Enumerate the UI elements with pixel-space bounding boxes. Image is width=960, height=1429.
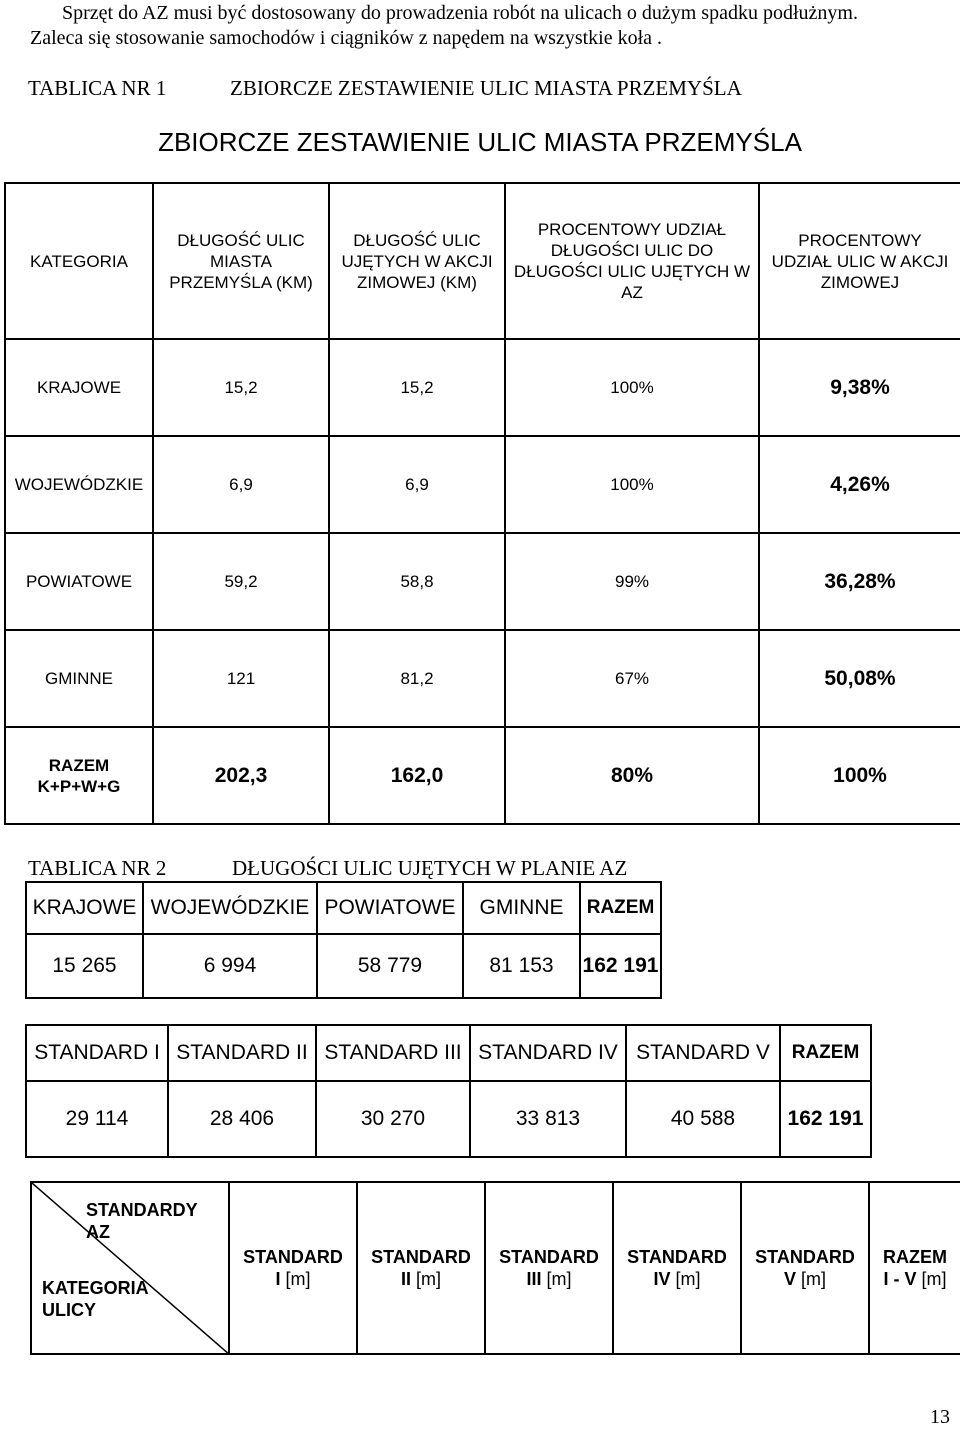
- cell-kategoria: KRAJOWE: [5, 339, 153, 436]
- header-dlugosc-l1: DŁUGOŚĆ ULIC: [177, 230, 305, 250]
- col-l1: STANDARD: [243, 1247, 343, 1267]
- cell-udzial: 4,26%: [759, 436, 960, 533]
- standards-header-row: [26, 1025, 871, 1081]
- corner-bottom-label: [42, 1277, 149, 1321]
- cell-proc: 100%: [505, 339, 759, 436]
- cell-udzial: 9,38%: [759, 339, 960, 436]
- table1-caption: ZBIORCZE ZESTAWIENIE ULIC MIASTA PRZEMYŚLA: [230, 76, 742, 100]
- cell-proc: 99%: [505, 533, 759, 630]
- header-standard-2: STANDARD II: [168, 1025, 316, 1081]
- standards-category-header-row: [31, 1182, 960, 1354]
- header-dlugosc-l2: MIASTA: [209, 251, 273, 271]
- value-powiatowe: 58 779: [317, 934, 463, 998]
- corner-top-label: [86, 1199, 198, 1243]
- value-standard-5: 40 588: [626, 1081, 780, 1157]
- header-razem: [869, 1182, 960, 1354]
- table-row: [5, 533, 960, 630]
- header-udzial-l1: PROCENTOWY: [798, 230, 922, 250]
- col-unit: [m]: [285, 1269, 311, 1289]
- cell-ujete: 81,2: [329, 630, 505, 727]
- col-unit: [m]: [801, 1269, 827, 1289]
- summary-table: [4, 182, 960, 825]
- total-label-l2: K+P+W+G: [37, 776, 121, 796]
- intro-line-1: Sprzęt do AZ musi być dostosowany do prowadzenia robót na ulicach o dużym spadku podłużnym.: [62, 2, 858, 24]
- standards-category-table: [30, 1181, 960, 1355]
- col-l1: STANDARD: [371, 1247, 471, 1267]
- col-unit: [m]: [416, 1269, 442, 1289]
- col-roman: I - V: [883, 1269, 917, 1289]
- col-unit: [m]: [921, 1269, 947, 1289]
- header-standard-1: [229, 1182, 357, 1354]
- col-l1: STANDARD: [755, 1247, 855, 1267]
- header-gminne: GMINNE: [463, 882, 580, 934]
- header-standard-2: [357, 1182, 485, 1354]
- header-udzial: [759, 183, 960, 339]
- header-standard-5: STANDARD V: [626, 1025, 780, 1081]
- header-ujete-l3: ZIMOWEJ (KM): [357, 272, 477, 292]
- cell-total-dlugosc: 202,3: [153, 727, 329, 824]
- cell-total-label: [5, 727, 153, 824]
- col-unit: [m]: [546, 1269, 572, 1289]
- cell-kategoria: POWIATOWE: [5, 533, 153, 630]
- header-standard-5: [741, 1182, 869, 1354]
- header-proc-l2: DŁUGOŚCI ULIC DO: [550, 241, 714, 260]
- header-wojewodzkie: WOJEWÓDZKIE: [143, 882, 317, 934]
- header-razem: RAZEM: [780, 1025, 871, 1081]
- table1-title: ZBIORCZE ZESTAWIENIE ULIC MIASTA PRZEMYŚLA: [158, 127, 802, 157]
- header-udzial-l2: UDZIAŁ ULIC W AKCJI: [771, 251, 949, 271]
- cell-kategoria: GMINNE: [5, 630, 153, 727]
- header-ujete: [329, 183, 505, 339]
- header-standard-3: STANDARD III: [316, 1025, 470, 1081]
- cell-kategoria: WOJEWÓDZKIE: [5, 436, 153, 533]
- col-roman: III: [526, 1269, 542, 1289]
- cell-proc: 100%: [505, 436, 759, 533]
- header-razem: RAZEM: [580, 882, 661, 934]
- corner-top-l1: STANDARDY: [86, 1200, 198, 1220]
- header-standard-4: STANDARD IV: [470, 1025, 626, 1081]
- cell-total-proc: 80%: [505, 727, 759, 824]
- header-standard-1: STANDARD I: [26, 1025, 168, 1081]
- value-standard-2: 28 406: [168, 1081, 316, 1157]
- header-standard-4: [613, 1182, 741, 1354]
- cell-ujete: 15,2: [329, 339, 505, 436]
- header-dlugosc: [153, 183, 329, 339]
- corner-bottom-l2: ULICY: [42, 1300, 96, 1320]
- header-kategoria: KATEGORIA: [5, 183, 153, 339]
- col-roman: II: [400, 1269, 411, 1289]
- standards-values-row: [26, 1081, 871, 1157]
- corner-cell: [31, 1182, 229, 1354]
- cell-ujete: 6,9: [329, 436, 505, 533]
- cell-dlugosc: 121: [153, 630, 329, 727]
- table2-caption: DŁUGOŚCI ULIC UJĘTYCH W PLANIE AZ: [232, 856, 628, 880]
- header-dlugosc-l3: PRZEMYŚLA (KM): [169, 272, 313, 292]
- cell-ujete: 58,8: [329, 533, 505, 630]
- value-razem: 162 191: [780, 1081, 871, 1157]
- table-row: [5, 436, 960, 533]
- header-udzial-l3: ZIMOWEJ: [820, 272, 900, 292]
- header-ujete-l1: DŁUGOŚĆ ULIC: [353, 230, 481, 250]
- value-standard-1: 29 114: [26, 1081, 168, 1157]
- col-roman: V: [783, 1269, 796, 1289]
- summary-header-row: [5, 183, 960, 339]
- cell-total-udzial: 100%: [759, 727, 960, 824]
- cell-dlugosc: 6,9: [153, 436, 329, 533]
- table1-label: TABLICA NR 1: [28, 76, 167, 100]
- plan-table: [25, 881, 662, 999]
- total-label-l1: RAZEM: [48, 755, 110, 775]
- header-proc-l3: DŁUGOŚCI ULIC UJĘTYCH W: [513, 262, 751, 281]
- header-proc-l4: AZ: [621, 283, 643, 302]
- intro-line-2: Zaleca się stosowanie samochodów i ciągników z napędem na wszystkie koła .: [30, 27, 663, 49]
- col-roman: IV: [653, 1269, 671, 1289]
- col-l1: STANDARD: [627, 1247, 727, 1267]
- standards-table: [25, 1024, 872, 1158]
- table-row: [5, 630, 960, 727]
- cell-udzial: 50,08%: [759, 630, 960, 727]
- value-gminne: 81 153: [463, 934, 580, 998]
- value-wojewodzkie: 6 994: [143, 934, 317, 998]
- col-unit: [m]: [675, 1269, 701, 1289]
- plan-header-row: [26, 882, 661, 934]
- header-powiatowe: POWIATOWE: [317, 882, 463, 934]
- cell-udzial: 36,28%: [759, 533, 960, 630]
- header-ujete-l2: UJĘTYCH W AKCJI: [341, 251, 493, 271]
- cell-proc: 67%: [505, 630, 759, 727]
- cell-dlugosc: 15,2: [153, 339, 329, 436]
- header-proc-l1: PROCENTOWY UDZIAŁ: [537, 220, 727, 239]
- page-number: 13: [930, 1406, 950, 1428]
- header-proc: [505, 183, 759, 339]
- corner-bottom-l1: KATEGORIA: [42, 1278, 149, 1298]
- col-roman: I: [275, 1269, 281, 1289]
- cell-dlugosc: 59,2: [153, 533, 329, 630]
- cell-total-ujete: 162,0: [329, 727, 505, 824]
- table-row: [5, 339, 960, 436]
- header-standard-3: [485, 1182, 613, 1354]
- plan-values-row: [26, 934, 661, 998]
- value-standard-4: 33 813: [470, 1081, 626, 1157]
- col-l1: RAZEM: [883, 1247, 947, 1267]
- value-standard-3: 30 270: [316, 1081, 470, 1157]
- table2-label: TABLICA NR 2: [28, 856, 167, 880]
- corner-top-l2: AZ: [86, 1222, 110, 1242]
- col-l1: STANDARD: [499, 1247, 599, 1267]
- header-krajowe: KRAJOWE: [26, 882, 143, 934]
- value-razem: 162 191: [580, 934, 661, 998]
- total-row: [5, 727, 960, 824]
- value-krajowe: 15 265: [26, 934, 143, 998]
